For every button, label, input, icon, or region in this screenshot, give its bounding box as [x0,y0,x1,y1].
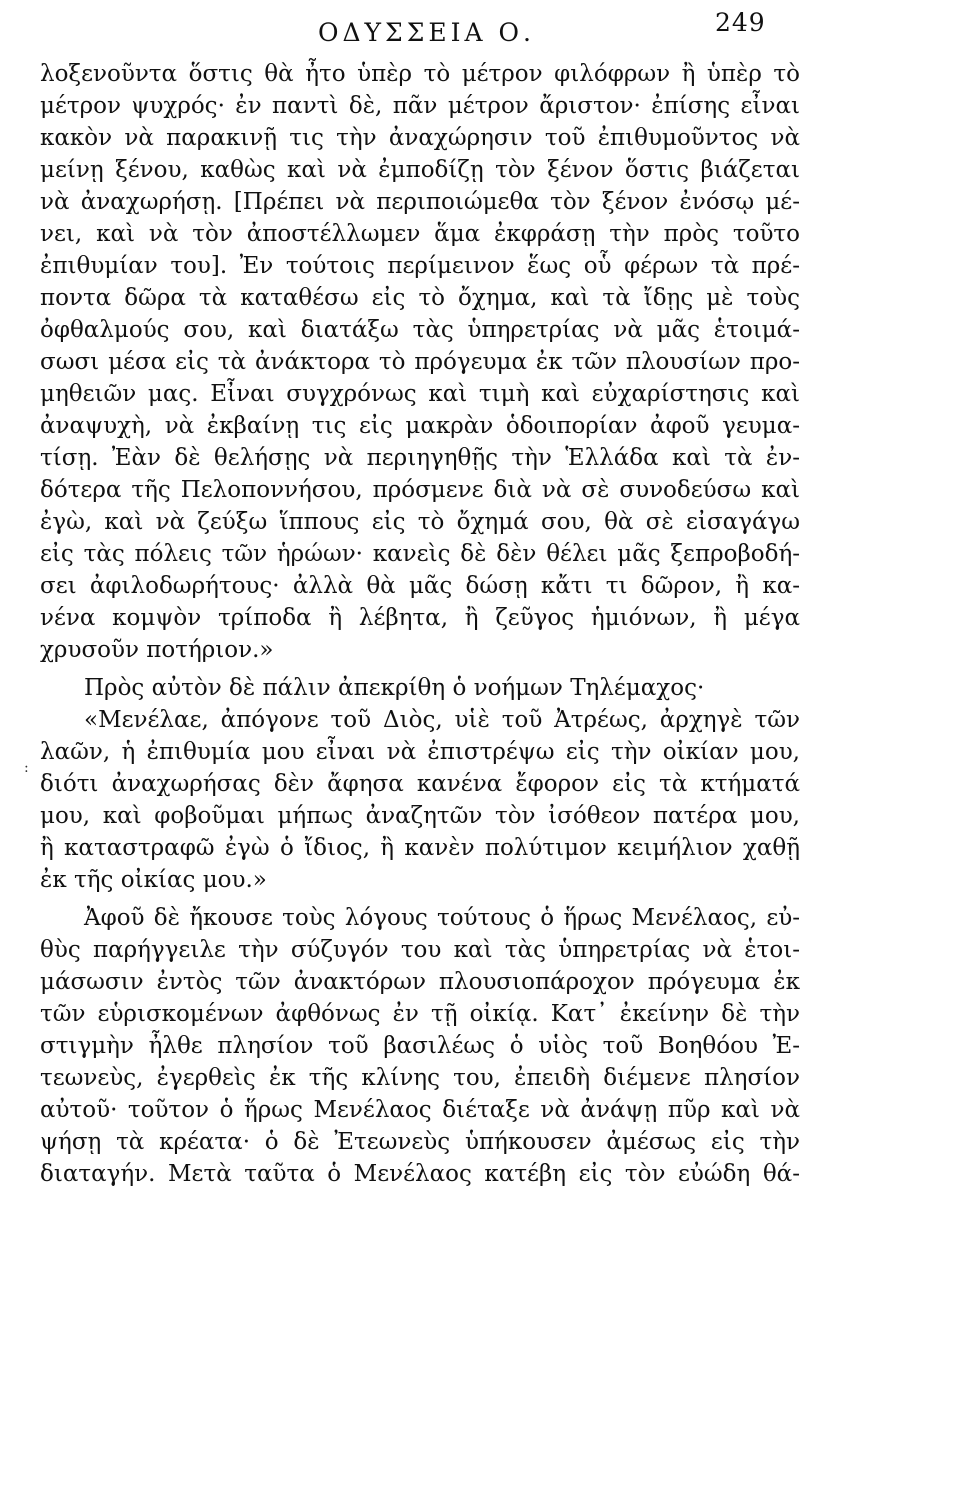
running-title: ΟΔΥΣΣΕΙΑ Ο. [318,18,535,47]
text-line: λοξενοῦντα ὅστις θὰ ἦτο ὑπὲρ τὸ μέτρον φιλόφρων ἢ ὑπὲρ τὸ [40,61,800,87]
text-line: θὺς παρήγγειλε τὴν σύζυγόν του καὶ τὰς ὑπηρετρίας νὰ ἑτοι- [40,937,800,963]
text-line: σει ἀφιλοδωρήτους· ἀλλὰ θὰ μᾶς δώσῃ κἄτι τι δῶρον, ἢ κα- [40,573,800,599]
text-line: ἐγὼ, καὶ νὰ ζεύξω ἵππους εἰς τὸ ὄχημά σου, θὰ σὲ εἰσαγάγω [40,509,800,535]
text-line: ἐπιθυμίαν του]. Ἐν τούτοις περίμεινον ἕως οὗ φέρων τὰ πρέ- [40,253,800,279]
text-line: ἀναψυχὴ, νὰ ἐκβαίνῃ τις εἰς μακρὰν ὁδοιπορίαν ἀφοῦ γευμα- [40,413,800,439]
text-line: ὀφθαλμούς σου, καὶ διατάξω τὰς ὑπηρετρίας νὰ μᾶς ἑτοιμά- [40,317,800,343]
text-line: διαταγήν. Μετὰ ταῦτα ὁ Μενέλαος κατέβη εἰς τὸν εὐώδη θά- [40,1161,800,1187]
text-line: μέτρον ψυχρός· ἐν παντὶ δὲ, πᾶν μέτρον ἄριστον· ἐπίσης εἶναι [40,93,800,119]
paragraph-first-line: «Μενέλαε, ἀπόγονε τοῦ Διὸς, υἱὲ τοῦ Ἀτρέως, ἀρχηγὲ τῶν [84,707,800,733]
text-line: χρυσοῦν ποτήριον.» [40,637,274,663]
text-line: ψήσῃ τὰ κρέατα· ὁ δὲ Ἐτεωνεὺς ὑπήκουσεν ἀμέσως εἰς τὴν [40,1129,800,1155]
text-line: στιγμὴν ἦλθε πλησίον τοῦ βασιλέως ὁ υἱὸς τοῦ Βοηθόου Ἐ- [40,1033,800,1059]
text-line: σωσι μέσα εἰς τὰ ἀνάκτορα τὸ πρόγευμα ἐκ τῶν πλουσίων προ- [40,349,800,375]
text-line: νὰ ἀναχωρήσῃ. [Πρέπει νὰ περιποιώμεθα τὸν ξένον ἐνόσῳ μέ- [40,189,800,215]
text-line: εἰς τὰς πόλεις τῶν ἡρώων· κανεὶς δὲ δὲν θέλει μᾶς ξεπροβοδή- [40,541,800,567]
text-line: μείνῃ ξένου, καθὼς καὶ νὰ ἐμποδίζῃ τὸν ξένον ὅστις βιάζεται [40,157,800,183]
paragraph-first-line: Ἀφοῦ δὲ ἤκουσε τοὺς λόγους τούτους ὁ ἥρως Μενέλαος, εὐ- [84,905,800,931]
text-line: μου, καὶ φοβοῦμαι μήπως ἀναζητῶν τὸν ἰσόθεον πατέρα μου, [40,803,800,829]
text-line: ἢ καταστραφῶ ἐγὼ ὁ ἴδιος, ἢ κανὲν πολύτιμον κειμήλιον χαθῇ [40,835,800,861]
text-line: ποντα δῶρα τὰ καταθέσω εἰς τὸ ὄχημα, καὶ τὰ ἴδῃς μὲ τοὺς [40,285,800,311]
text-line: ἐκ τῆς οἰκίας μου.» [40,867,267,893]
text-line: μάσωσιν ἐντὸς τῶν ἀνακτόρων πλουσιοπάροχον πρόγευμα ἐκ [40,969,800,995]
text-line: νει, καὶ νὰ τὸν ἀποστέλλωμεν ἅμα ἐκφράσῃ τὴν πρὸς τοῦτο [40,221,800,247]
running-head [0,8,970,48]
text-line: νένα κομψὸν τρίποδα ἢ λέβητα, ἢ ζεῦγος ἡμιόνων, ἢ μέγα [40,605,800,631]
text-line: διότι ἀναχωρήσας δὲν ἄφησα κανένα ἔφορον εἰς τὰ κτήματά [40,771,800,797]
text-line: τίσῃ. Ἐὰν δὲ θελήσῃς νὰ περιηγηθῇς τὴν Ἑλλάδα καὶ τὰ ἐν- [40,445,800,471]
text-line: μηθειῶν μας. Εἶναι συγχρόνως καὶ τιμὴ καὶ εὐχαρίστησις καὶ [40,381,800,407]
text-line: δότερα τῆς Πελοποννήσου, πρόσμενε διὰ νὰ σὲ συνοδεύσω καὶ [40,477,800,503]
text-line: κακὸν νὰ παρακινῇ τις τὴν ἀναχώρησιν τοῦ ἐπιθυμοῦντος νὰ [40,125,800,151]
page-number: 249 [715,8,766,37]
text-line: τεωνεὺς, ἐγερθεὶς ἐκ τῆς κλίνης του, ἐπειδὴ διέμενε πλησίον [40,1065,800,1091]
text-line: τῶν εὑρισκομένων ἀφθόνως ἐν τῇ οἰκίᾳ. Κατ᾽ ἐκείνην δὲ τὴν [40,1001,800,1027]
text-line: λαῶν, ἡ ἐπιθυμία μου εἶναι νὰ ἐπιστρέψω εἰς τὴν οἰκίαν μου, [40,739,800,765]
body-text [40,58,800,1190]
margin-mark: : [24,760,29,776]
paragraph-first-line: Πρὸς αὐτὸν δὲ πάλιν ἀπεκρίθη ὁ νοήμων Τηλέμαχος· [84,675,705,701]
text-line: αὐτοῦ· τοῦτον ὁ ἥρως Μενέλαος διέταξε νὰ ἀνάψῃ πῦρ καὶ νὰ [40,1097,800,1123]
